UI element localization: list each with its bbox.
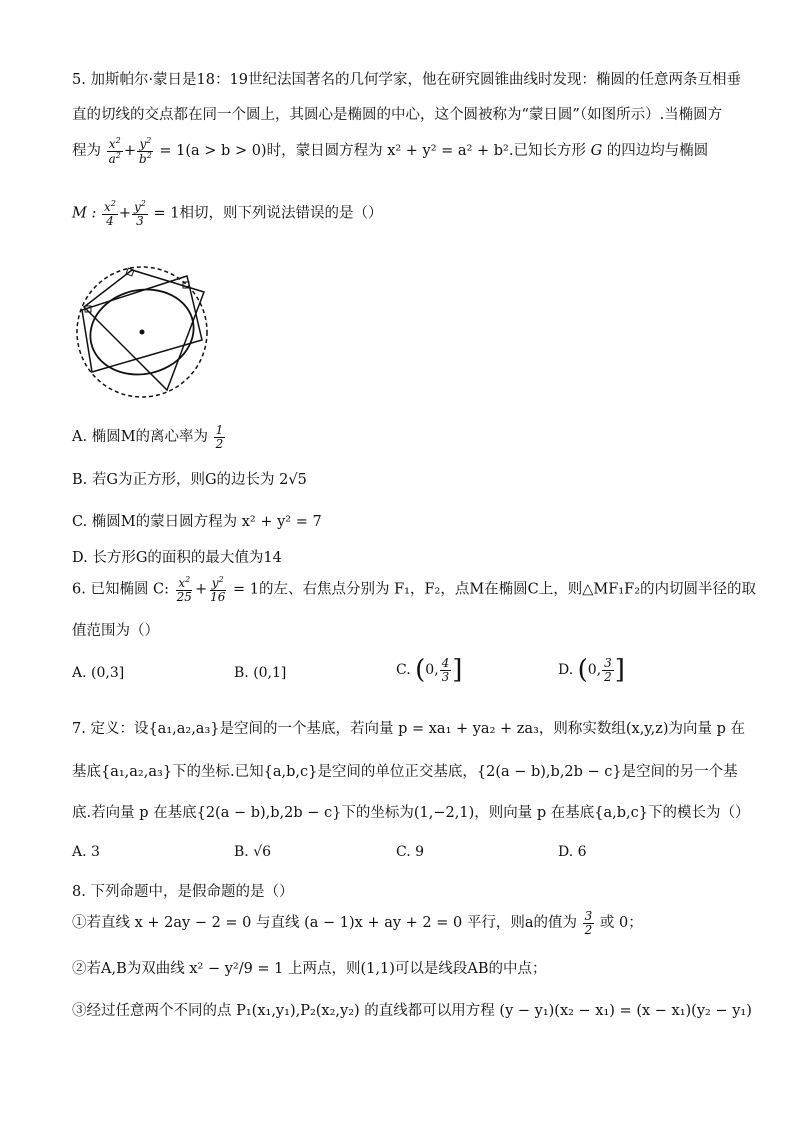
q6-option-a: A. (0,3] [72, 665, 125, 681]
monge-circle-figure [72, 262, 212, 402]
q7-option-d: D. 6 [558, 844, 587, 860]
q6-stem-line2: 值范围为（） [72, 623, 159, 639]
q8-item1: ①若直线 x + 2ay − 2 = 0 与直线 (a − 1)x + ay + 2 = 0 平行，则a的值为 $\frac{3}{2}$ 或 0； [72, 909, 643, 937]
fraction-y2-3: $\frac{y^2}{3}$ [133, 199, 146, 228]
q7-option-c: C. 9 [396, 844, 425, 860]
q7-line2: 基底{a₁,a₂,a₃}下的坐标.已知{a,b,c}是空间的单位正交基底，{2(a − b),b,2b − c}是空间的另一个基 [72, 764, 738, 780]
q6-option-d: D. (0, $\frac{3}{2}$ ] [558, 655, 625, 685]
q5-option-c: C. 椭圆M的蒙日圆方程为 x² + y² = 7 [72, 514, 322, 530]
q6-option-c: C. (0, $\frac{4}{3}$ ] [396, 655, 463, 685]
q5-option-d: D. 长方形G的面积的最大值为14 [72, 550, 282, 566]
q7-option-b: B. √6 [234, 844, 272, 860]
q6-stem: 6. 已知椭圆 C: $\frac{x^2}{25}$ + $\frac{y^2}{16}$ = 1的左、右焦点分别为 F₁，F₂，点M在椭圆C上，则△MF₁F₂的内切圆半径的取 [72, 575, 757, 604]
fraction-x2-a2: $\frac{x^2}{a^2}$ [108, 136, 121, 166]
q7-line3: 底.若向量 p 在基底{2(a − b),b,2b − c}下的坐标为(1,−2,1)，则向量 p 在基底{a,b,c}下的模长为（） [72, 805, 750, 821]
q7-option-a: A. 3 [72, 844, 100, 860]
center-point [140, 330, 145, 335]
fraction-x2-4: $\frac{x^2}{4}$ [103, 199, 116, 228]
q5-line4: M : $\frac{x^2}{4}$ + $\frac{y^2}{3}$ = 1相切，则下列说法错误的是（） [72, 199, 383, 228]
q8-item3: ③经过任意两个不同的点 P₁(x₁,y₁),P₂(x₂,y₂) 的直线都可以用方程 (y − y₁)(x₂ − x₁) = (x − x₁)(y₂ − y₁) [72, 1003, 752, 1019]
q8-item2: ②若A,B为双曲线 x² − y²/9 = 1 上两点，则(1,1)可以是线段AB的中点； [72, 961, 547, 977]
q7-line1: 7. 定义：设{a₁,a₂,a₃}是空间的一个基底，若向量 p = xa₁ + ya₂ + za₃，则称实数组(x,y,z)为向量 p 在 [72, 721, 745, 737]
q5-line3: 程为 $\frac{x^2}{a^2}$ + $\frac{y^2}{b^2}$ = 1(a > b > 0)时，蒙日圆方程为 x² + y² = a² + b².已知长方形 G 的四边均与椭圆 [72, 136, 709, 166]
q8-stem: 8. 下列命题中，是假命题的是（） [72, 884, 294, 900]
q5-line1: 5. 加斯帕尔·蒙日是18：19世纪法国著名的几何学家，他在研究圆锥曲线时发现：椭圆的任意两条互相垂 [72, 72, 741, 88]
fraction-y2-b2: $\frac{y^2}{b^2}$ [139, 136, 152, 166]
q5-option-a: A. 椭圆M的离心率为 $\frac{1}{2}$ [72, 423, 224, 451]
q5-line2: 直的切线的交点都在同一个圆上，其圆心是椭圆的中心，这个圆被称为“蒙日圆”（如图所示）.当椭圆方 [72, 107, 723, 123]
q6-option-b: B. (0,1] [234, 665, 287, 681]
q5-option-b: B. 若G为正方形，则G的边长为 2√5 [72, 472, 307, 488]
